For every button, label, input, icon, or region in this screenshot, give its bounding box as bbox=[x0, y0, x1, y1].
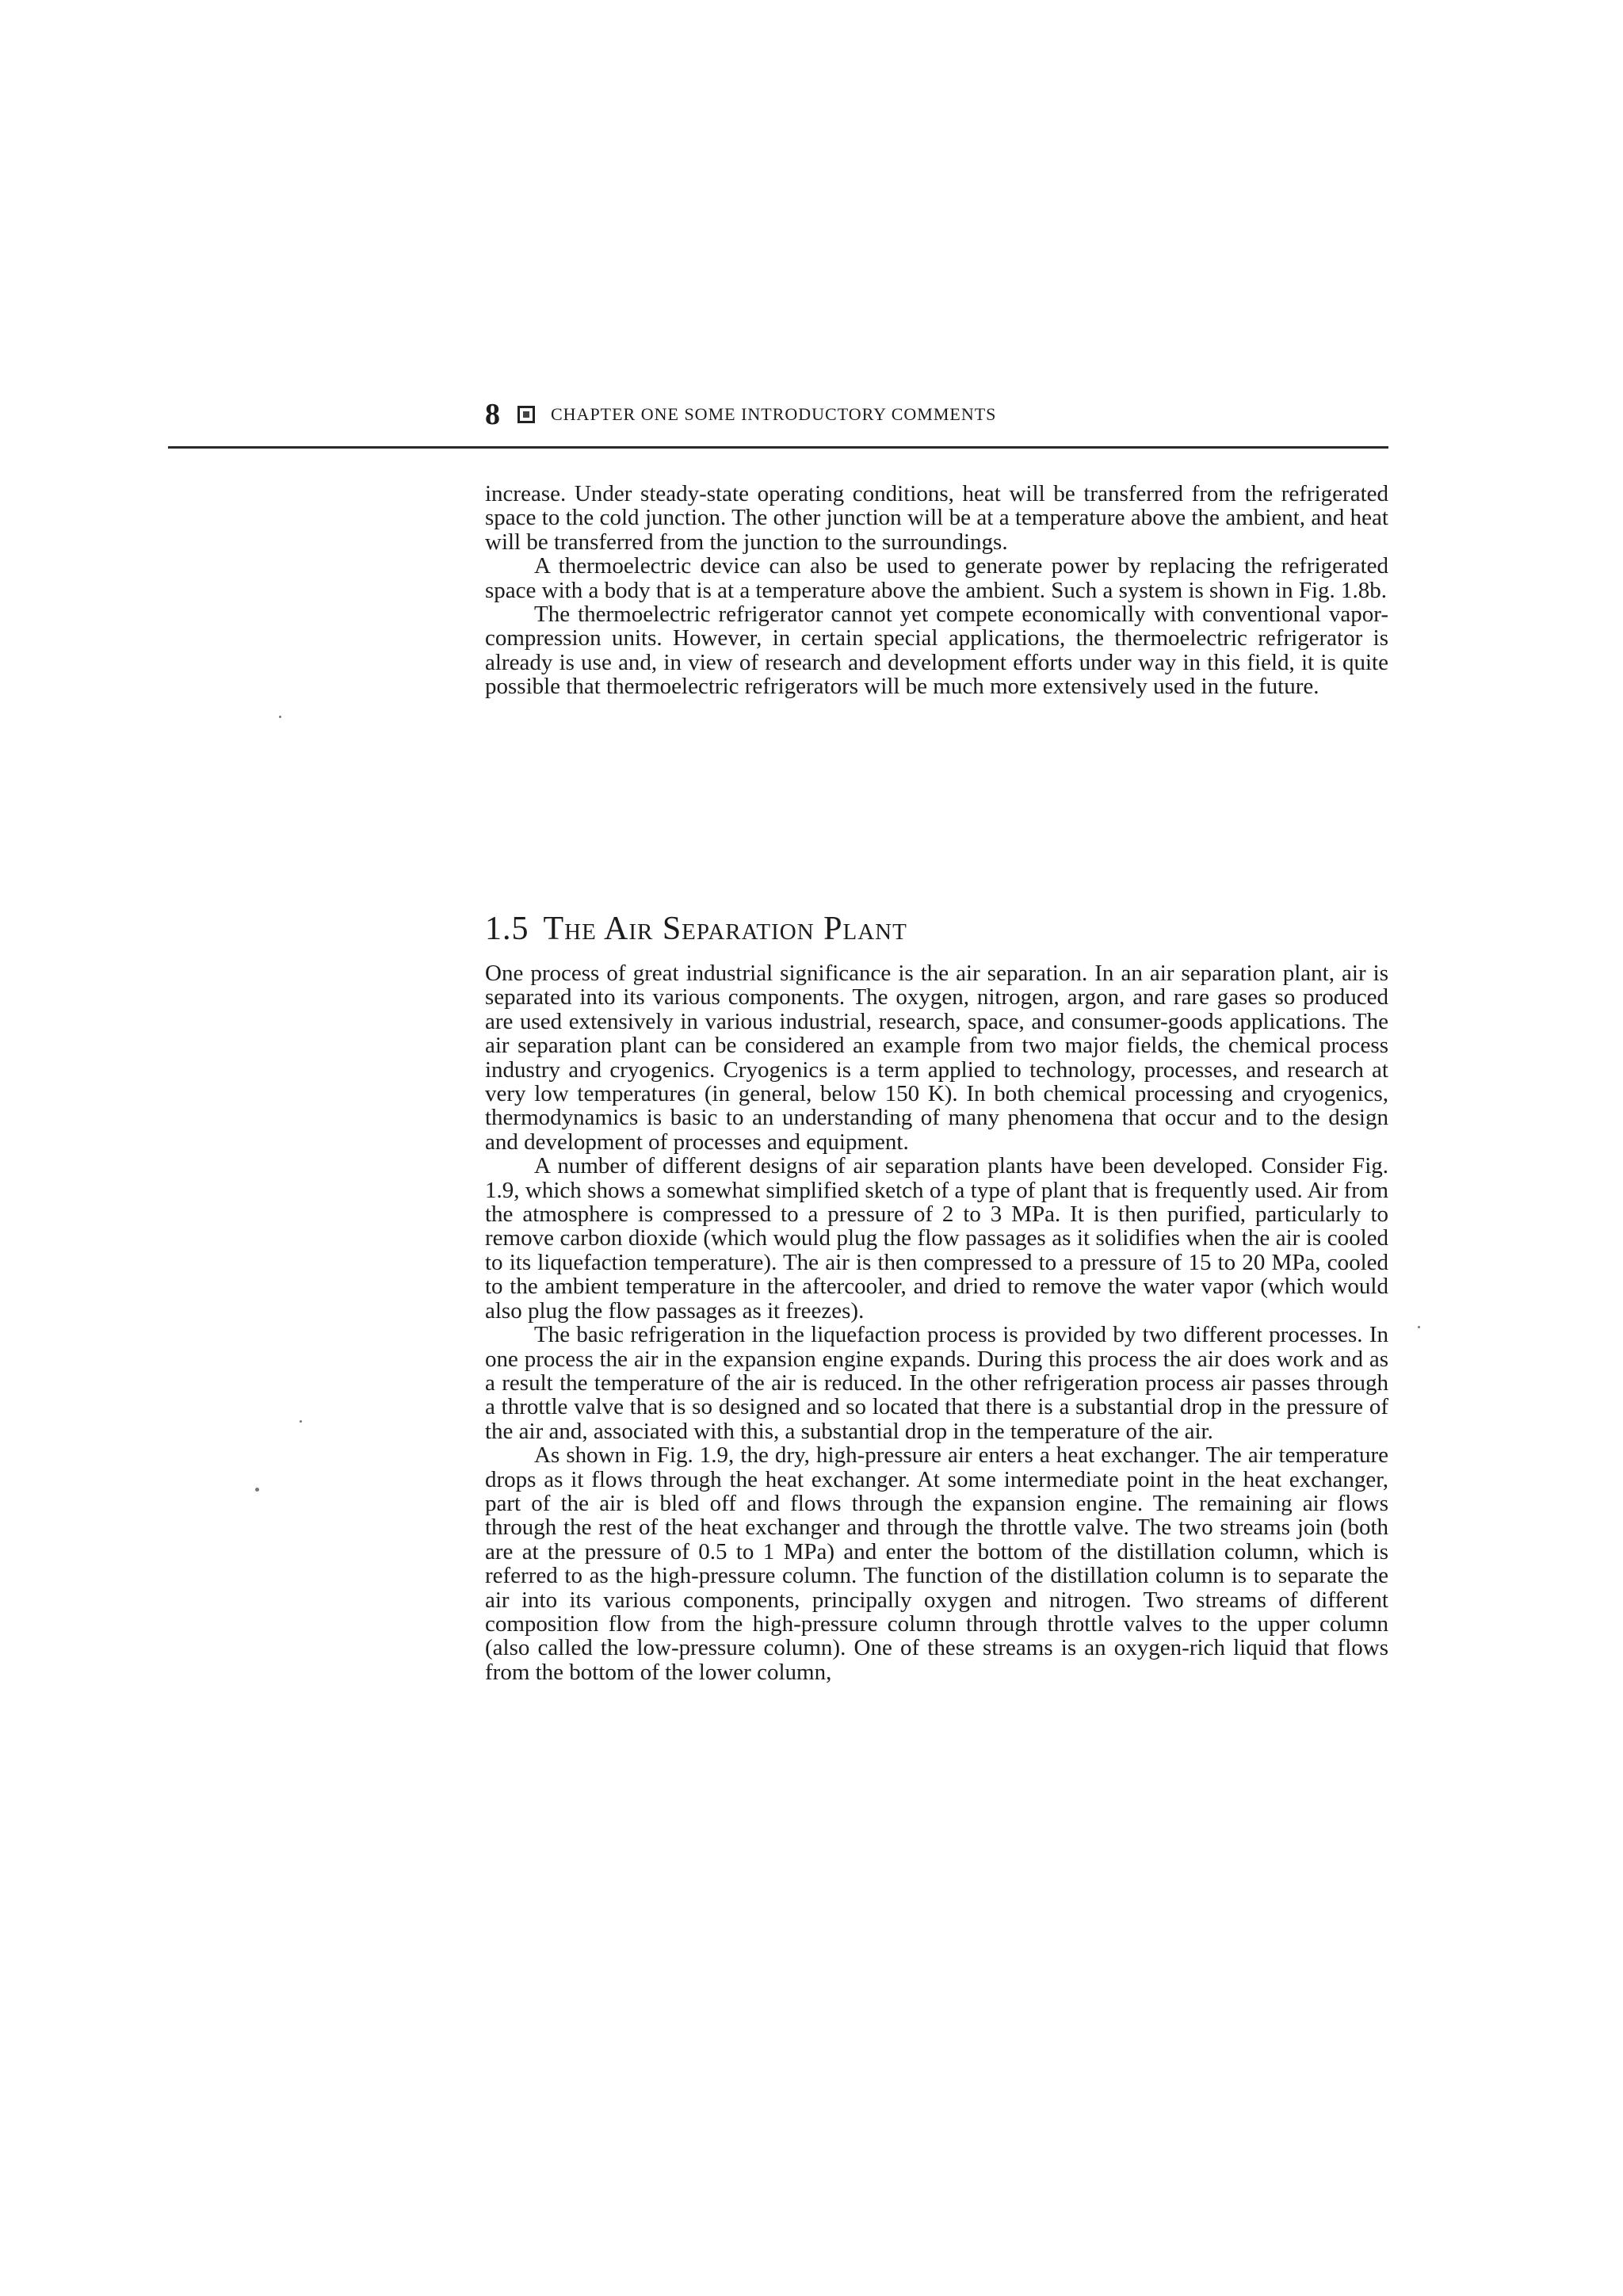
page-header bbox=[485, 396, 1388, 433]
paragraph: The basic refrigeration in the liquefaction process is provided by two different processes. In one process the air in the expansion engine expands. During this process the air does work and as a result the temperature of the air is reduced. In the other refrigeration process air passes through a throttle valve that is so designed and so located that there is a substantial drop in the pressure of the air and, associated with this, a substantial drop in the temperature of the air. bbox=[485, 1322, 1388, 1444]
section-title: The Air Separation Plant bbox=[543, 911, 907, 947]
running-head: CHAPTER ONE SOME INTRODUCTORY COMMENTS bbox=[551, 404, 997, 424]
scan-speck bbox=[279, 716, 281, 718]
text-block-section-1-5 bbox=[485, 961, 1388, 1684]
section-number: 1.5 bbox=[485, 911, 529, 947]
paragraph: A number of different designs of air separation plants have been developed. Consider Fig. 1.9, which shows a somewhat simplified sketch of a type of plant that is frequently used. Air from the atmosphere is compressed to a pressure of 2 to 3 MPa. It is then purified, particularly to remove carbon dioxide (which would plug the flow passages as it solidifies when the air is cooled to its liquefaction temperature). The air is then compressed to a pressure of 15 to 20 MPa, cooled to the ambient temperature in the aftercooler, and dried to remove the water vapor (which would also plug the flow passages as it freezes). bbox=[485, 1153, 1388, 1324]
scan-speck bbox=[255, 1488, 259, 1492]
paragraph: As shown in Fig. 1.9, the dry, high-pressure air enters a heat exchanger. The air temperature drops as it flows through the heat exchanger. At some intermediate point in the heat exchanger, part of the air is bled off and flows through the expansion engine. The remaining air flows through the rest of the heat exchanger and through the throttle valve. The two streams join (both are at the pressure of 0.5 to 1 MPa) and enter the bottom of the distillation column, which is referred to as the high-pressure column. The function of the distillation column is to separate the air into its various components, principally oxygen and nitrogen. Two streams of different composition flow from the high-pressure column through throttle valves to the upper column (also called the low-pressure column). One of these streams is an oxygen-rich liquid that flows from the bottom of the lower column, bbox=[485, 1442, 1388, 1685]
page-number: 8 bbox=[485, 398, 500, 431]
paragraph: A thermoelectric device can also be used to generate power by replacing the refrigerated space with a body that is at a temperature above the ambient. Such a system is shown in Fig. 1.8b. bbox=[485, 553, 1388, 603]
paragraph: The thermoelectric refrigerator cannot yet compete economically with conventional vapor-compression units. However, in certain special applications, the thermoelectric refrigerator is already is use and, in view of research and development efforts under way in this field, it is quite possible that thermoelectric refrigerators will be much more extensively used in the future. bbox=[485, 602, 1388, 700]
paragraph: increase. Under steady-state operating conditions, heat will be transferred from the refrigerated space to the cold junction. The other junction will be at a temperature above the ambient, and heat will be transferred from the junction to the surroundings. bbox=[485, 481, 1388, 555]
section-heading bbox=[485, 910, 1388, 948]
scan-speck bbox=[300, 1420, 302, 1423]
square-bullet-icon bbox=[517, 406, 535, 423]
scan-speck bbox=[1418, 1326, 1420, 1328]
text-block-before-section bbox=[485, 482, 1388, 699]
paragraph: One process of great industrial significance is the air separation. In an air separation plant, air is separated into its various components. The oxygen, nitrogen, argon, and rare gases so produced are used extensively in various industrial, research, space, and consumer-goods applications. The air separation plant can be considered an example from two major fields, the chemical process industry and cryogenics. Cryogenics is a term applied to technology, processes, and research at very low temperatures (in general, below 150 K). In both chemical processing and cryogenics, thermodynamics is basic to an understanding of many phenomena that occur and to the design and development of processes and equipment. bbox=[485, 961, 1388, 1155]
header-rule bbox=[168, 446, 1388, 449]
